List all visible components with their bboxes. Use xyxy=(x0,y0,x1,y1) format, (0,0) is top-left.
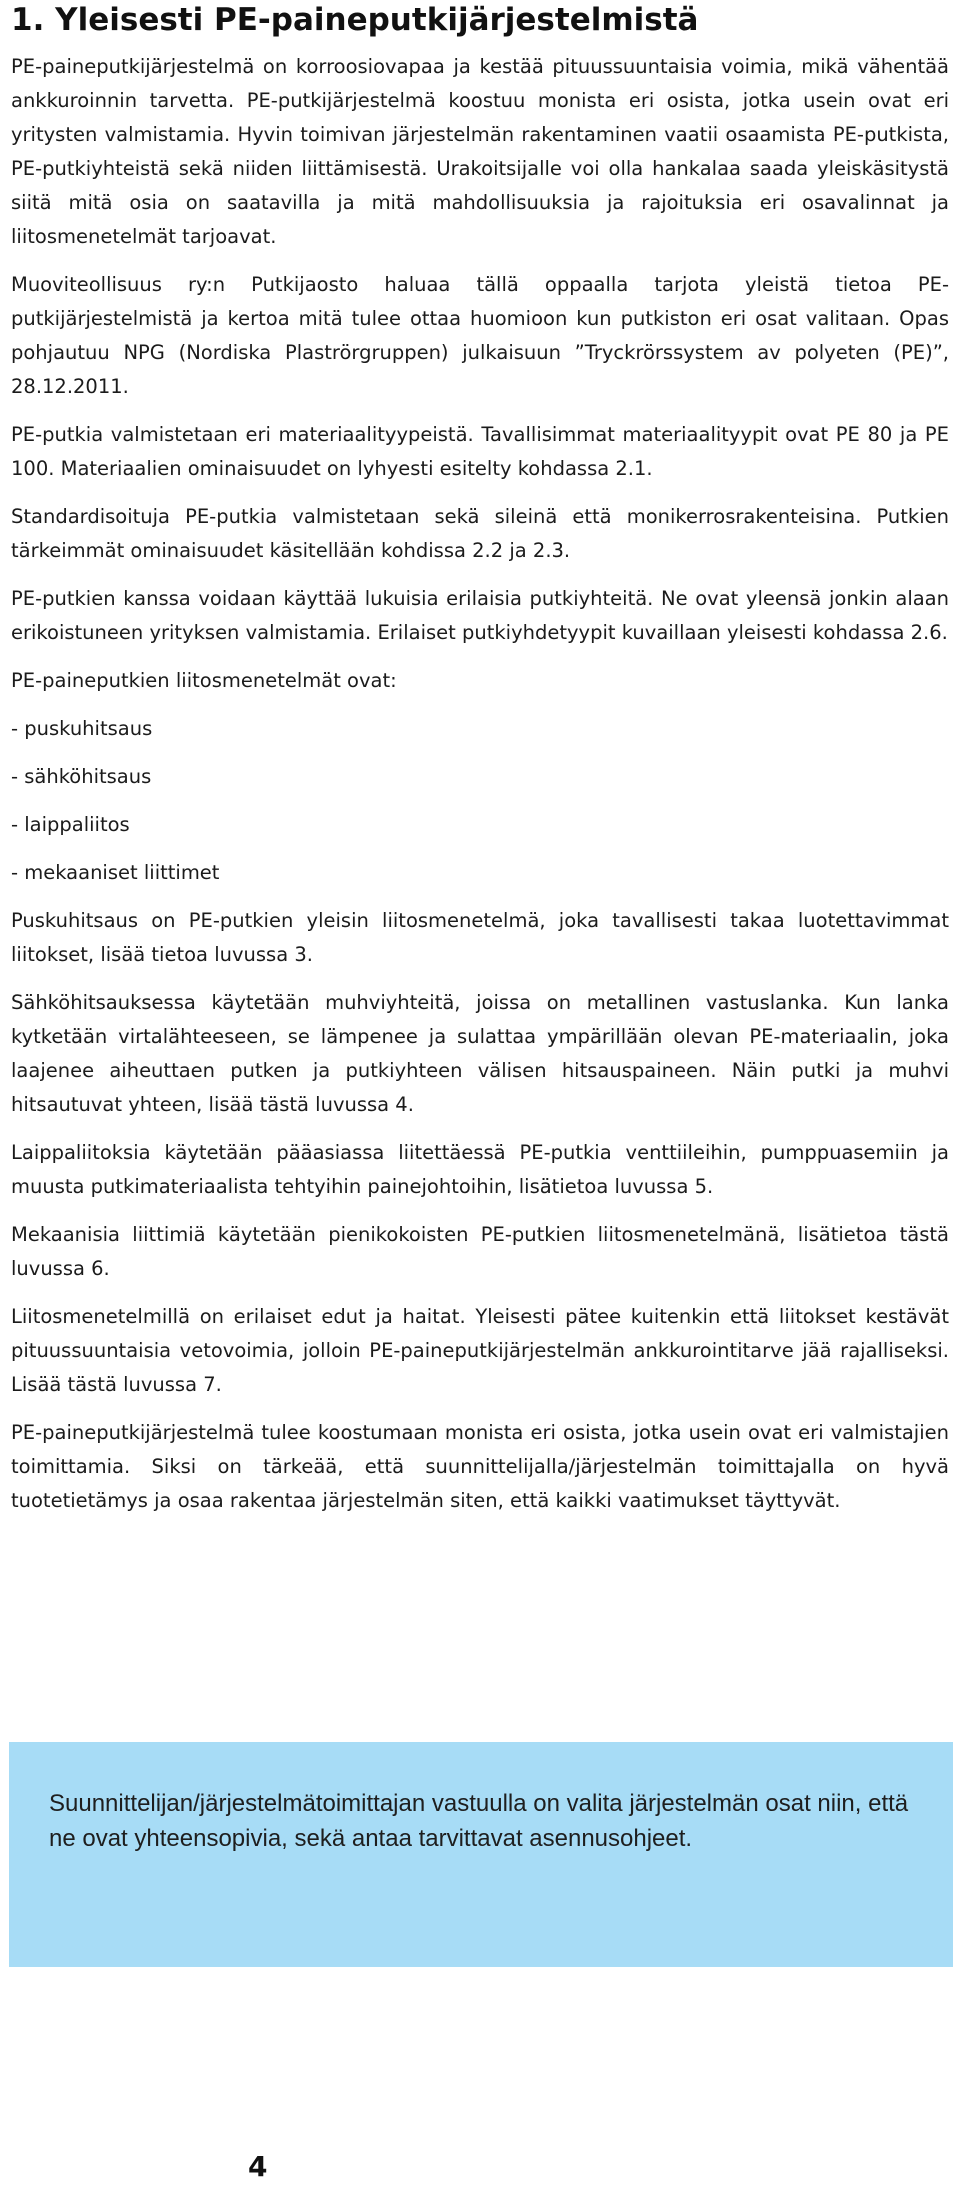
list-item: - sähköhitsaus xyxy=(11,765,152,788)
electrofusion-paragraph: Sähköhitsauksessa käytetään muhviyhteitä, joissa on metallinen vastuslanka. Kun lanka kytketään virtalähteeseen, se lämpenee ja sulattaa ympärillään olevan PE-materiaalin, joka laajenee aiheuttaen putken ja putkiyhteen välisen hitsauspaineen. Näin putki ja muhvi hitsautuvat yhteen, lisää tästä luvussa 4. xyxy=(11,991,949,1116)
list-item: - mekaaniset liittimet xyxy=(11,861,220,884)
list-item: - puskuhitsaus xyxy=(11,717,153,740)
responsibility-callout xyxy=(9,1742,953,1967)
mechanical-connectors-paragraph: Mekaanisia liittimiä käytetään pienikokoisten PE-putkien liitosmenetelmänä, lisätietoa tästä luvussa 6. xyxy=(11,1223,949,1280)
guide-purpose-paragraph: Muoviteollisuus ry:n Putkijaosto haluaa tällä oppaalla tarjota yleistä tietoa PE-putkijärjestelmistä ja kertoa mitä tulee ottaa huomioon kun putkiston eri osat valitaan. Opas pohjautuu NPG (Nordiska Plaströrgruppen) julkaisuun ”Tryckrörssystem av polyeten (PE)”, 28.12.2011. xyxy=(11,273,949,398)
page-number: 4 xyxy=(248,2150,268,2183)
fittings-paragraph: PE-putkien kanssa voidaan käyttää lukuisia erilaisia putkiyhteitä. Ne ovat yleensä jonkin alaan erikoistuneen yrityksen valmistamia. Erilaiset putkiyhdetyypit kuvaillaan yleisesti kohdassa 2.6. xyxy=(11,587,949,644)
flange-joint-paragraph: Laippaliitoksia käytetään pääasiassa liitettäessä PE-putkia venttiileihin, pumppuasemiin ja muusta putkimateriaalista tehtyihin painejohtoihin, lisätietoa luvussa 5. xyxy=(11,1141,949,1198)
joint-properties-paragraph: Liitosmenetelmillä on erilaiset edut ja haitat. Yleisesti pätee kuitenkin että liitokset kestävät pituussuuntaisia vetovoimia, jolloin PE-paineputkijärjestelmän ankkurointitarve jää rajalliseksi. Lisää tästä luvussa 7. xyxy=(11,1305,949,1396)
intro-paragraph: PE-paineputkijärjestelmä on korroosiovapaa ja kestää pituussuuntaisia voimia, mikä vähentää ankkuroinnin tarvetta. PE-putkijärjestelmä koostuu monista eri osista, jotka usein ovat eri yritysten valmistamia. Hyvin toimivan järjestelmän rakentaminen vaatii osaamista PE-putkista, PE-putkiyhteistä sekä niiden liittämisestä. Urakoitsijalle voi olla hankalaa saada yleiskäsitystä siitä mitä osia on saatavilla ja mitä mahdollisuuksia ja rajoituksia eri osavalinnat ja liitosmenetelmät tarjoavat. xyxy=(11,55,949,248)
joining-methods-intro: PE-paineputkien liitosmenetelmät ovat: xyxy=(11,669,397,692)
callout-text: Suunnittelijan/järjestelmätoimittajan vastuulla on valita järjestelmän osat niin, että ne ovat yhteensopivia, sekä antaa tarvittavat asennusohjeet. xyxy=(49,1790,909,1852)
system-components-paragraph: PE-paineputkijärjestelmä tulee koostumaan monista eri osista, jotka usein ovat eri valmistajien toimittamia. Siksi on tärkeää, että suunnittelijalla/järjestelmän toimittajalla on hyvä tuotetietämys ja osaa rakentaa järjestelmän siten, että kaikki vaatimukset täyttyvät. xyxy=(11,1421,949,1512)
pipe-types-paragraph: Standardisoituja PE-putkia valmistetaan sekä sileinä että monikerrosrakenteisina. Putkien tärkeimmät ominaisuudet käsitellään kohdissa 2.2 ja 2.3. xyxy=(11,505,949,562)
list-item: - laippaliitos xyxy=(11,813,130,836)
butt-welding-paragraph: Puskuhitsaus on PE-putkien yleisin liitosmenetelmä, joka tavallisesti takaa luotettavimmat liitokset, lisää tietoa luvussa 3. xyxy=(11,909,949,966)
materials-paragraph: PE-putkia valmistetaan eri materiaalityypeistä. Tavallisimmat materiaalityypit ovat PE 80 ja PE 100. Materiaalien ominaisuudet on lyhyesti esitelty kohdassa 2.1. xyxy=(11,423,949,480)
page-title: 1. Yleisesti PE-paineputkijärjestelmistä xyxy=(11,2,699,38)
body-text xyxy=(11,50,949,1532)
